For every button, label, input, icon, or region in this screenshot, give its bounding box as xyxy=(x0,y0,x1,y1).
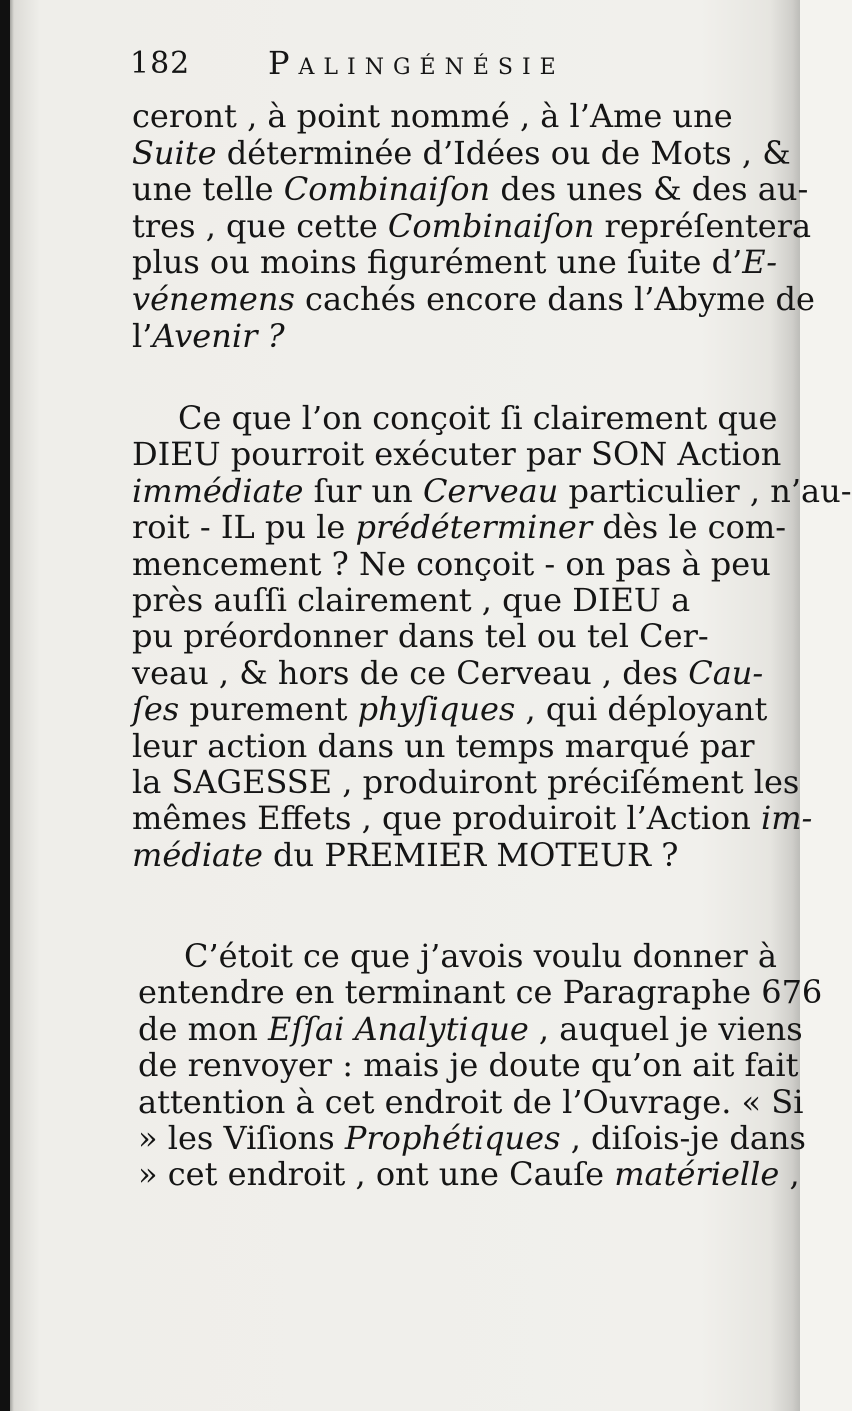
text-line xyxy=(132,98,762,135)
italic-text-span: Avenir ? xyxy=(152,316,285,355)
text-span: leur action dans un temps marqué par xyxy=(132,726,755,765)
running-title: Palingénésie xyxy=(268,44,565,82)
text-span: plus ou moins figurément une ſuite d’ xyxy=(132,243,743,282)
italic-text-span: vénemens xyxy=(132,279,295,318)
italic-text-span: Cau- xyxy=(688,653,764,692)
paragraph-3 xyxy=(138,937,823,1194)
italic-text-span: médiate xyxy=(132,835,263,874)
text-span: » les Viſions xyxy=(138,1118,345,1157)
text-line xyxy=(138,1118,806,1157)
text-span: l’ xyxy=(132,316,153,355)
text-line xyxy=(138,1155,800,1194)
text-line xyxy=(132,206,812,245)
text-line xyxy=(132,582,762,618)
text-span: veau , & hors de ce Cerveau , des xyxy=(132,653,689,692)
text-line xyxy=(132,243,778,282)
text-line xyxy=(132,399,778,437)
italic-text-span: Combinaiſon xyxy=(387,206,595,245)
text-span: de mon xyxy=(138,1009,268,1048)
text-line xyxy=(132,762,800,801)
italic-text-span: prédéterminer xyxy=(355,508,593,547)
italic-text-span: immédiate xyxy=(132,471,304,510)
text-line xyxy=(138,1009,803,1048)
text-line xyxy=(138,937,777,975)
text-span: des unes & des au- xyxy=(490,170,809,209)
page-header xyxy=(130,44,770,80)
text-span: roit - IL pu le xyxy=(132,508,356,547)
text-line xyxy=(132,318,762,355)
text-span: , qui déployant xyxy=(515,690,768,729)
text-line xyxy=(132,618,762,654)
text-line xyxy=(132,799,813,838)
italic-text-span: Suite xyxy=(132,133,217,172)
text-line xyxy=(132,837,762,873)
text-line xyxy=(138,1046,799,1085)
italic-text-span: Prophétiques xyxy=(344,1118,561,1157)
text-line xyxy=(132,690,768,729)
text-span: , auquel je viens xyxy=(528,1009,803,1048)
text-span: , diſois-je dans xyxy=(560,1118,806,1157)
text-span: ſur un xyxy=(303,471,423,510)
italic-text-span: phyſiques xyxy=(357,690,516,729)
text-span: Ce que l’on conçoit ſi clairement que xyxy=(178,399,778,437)
text-span: près auſſi clairement , que DIEU a xyxy=(132,580,691,619)
text-line xyxy=(132,279,815,318)
text-span: tres , que cette xyxy=(132,206,388,245)
text-span: une telle xyxy=(132,170,284,209)
italic-text-span: Combinaiſon xyxy=(283,170,491,209)
text-span: déterminée d’Idées ou de Mots , & xyxy=(216,133,791,172)
paragraph-2 xyxy=(132,399,852,874)
italic-text-span: im- xyxy=(760,799,813,838)
text-span: pu préordonner dans tel ou tel Cer- xyxy=(132,617,709,656)
text-line xyxy=(132,133,791,172)
text-span: purement xyxy=(179,690,358,729)
text-span: attention à cet endroit de l’Ouvrage. « Si xyxy=(138,1082,804,1121)
text-span: DIEU pourroit exécuter par SON Action xyxy=(132,435,782,474)
page-gutter-shadow xyxy=(0,0,10,1411)
text-line xyxy=(132,170,809,209)
paragraph-1 xyxy=(132,97,815,355)
text-line xyxy=(132,544,771,583)
text-span: dès le com- xyxy=(592,508,787,547)
text-span: ceront , à point nommé , à l’Ame une xyxy=(132,97,733,135)
page-number: 182 xyxy=(130,46,191,81)
text-span: entendre en terminant ce Paragraphe 676 xyxy=(138,973,823,1012)
text-line xyxy=(132,728,762,764)
text-span: » cet endroit , ont une Cauſe xyxy=(138,1155,615,1194)
text-span: , xyxy=(779,1155,800,1194)
text-span: particulier , n’au- xyxy=(558,471,852,510)
text-line xyxy=(138,973,823,1012)
text-line xyxy=(138,1082,804,1121)
text-line xyxy=(132,655,762,691)
text-span: de renvoyer : mais je doute qu’on ait fait xyxy=(138,1046,799,1085)
text-line xyxy=(132,471,852,510)
text-span: du PREMIER MOTEUR ? xyxy=(262,835,679,874)
text-span: repréſentera xyxy=(594,206,812,245)
italic-text-span: E- xyxy=(742,243,778,282)
text-span: cachés encore dans l’Abyme de xyxy=(294,279,815,318)
text-line xyxy=(132,508,787,547)
text-span: mencement ? Ne conçoit - on pas à peu xyxy=(132,544,771,583)
italic-text-span: ſes xyxy=(132,690,180,729)
italic-text-span: Cerveau xyxy=(422,471,559,510)
italic-text-span: Eſſai Analytique xyxy=(267,1009,529,1048)
text-line xyxy=(132,435,782,474)
text-span: la SAGESSE , produiront préciſément les xyxy=(132,762,800,801)
text-span: C’étoit ce que j’avois voulu donner à xyxy=(184,937,777,975)
text-span: mêmes Effets , que produiroit l’Action xyxy=(132,799,761,838)
italic-text-span: matérielle xyxy=(614,1155,780,1194)
